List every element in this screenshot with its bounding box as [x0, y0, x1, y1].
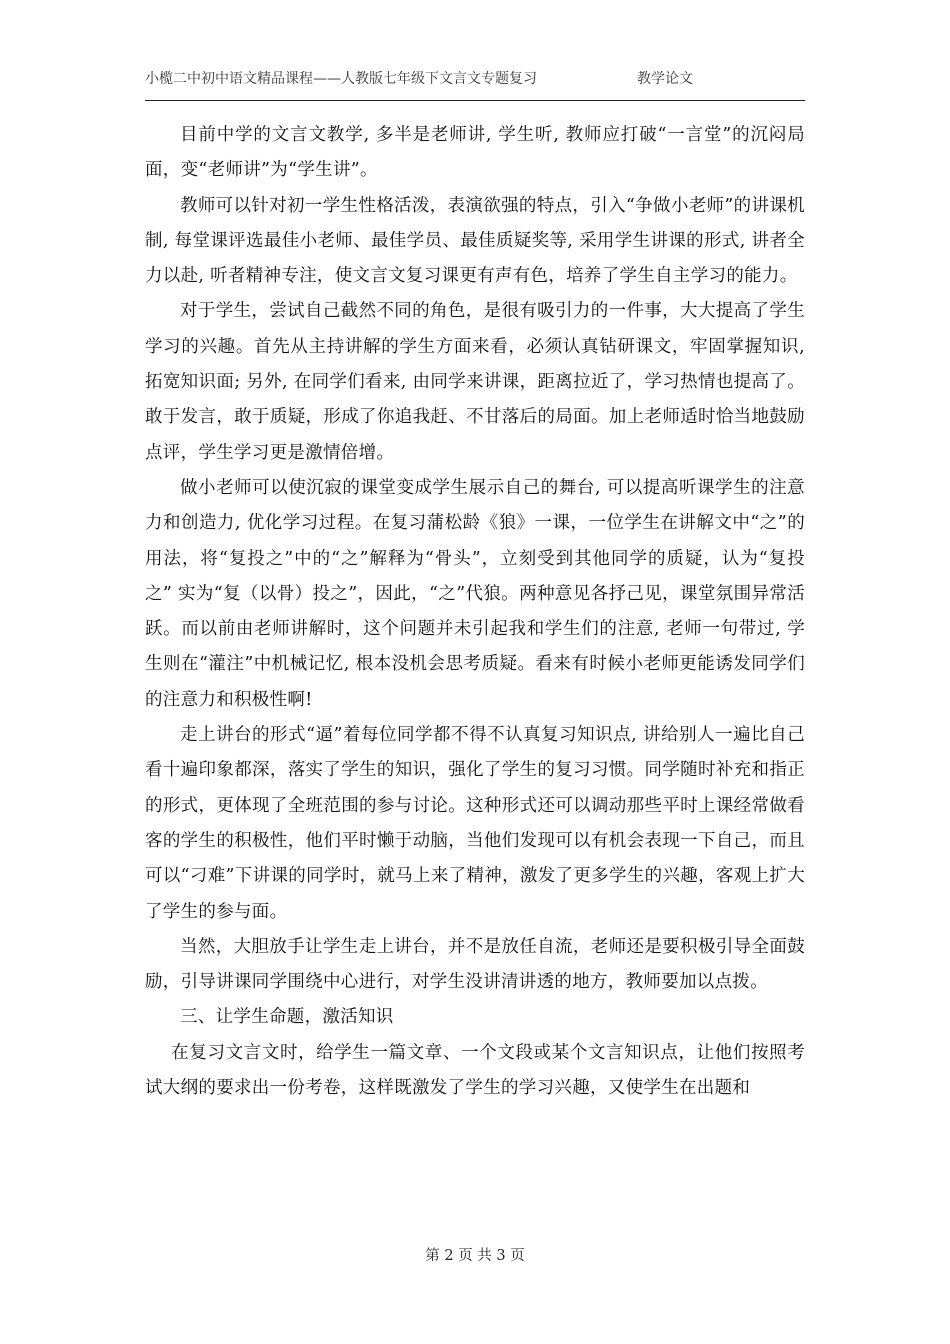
paragraph: 对于学生，尝试自己截然不同的角色，是很有吸引力的一件事，大大提高了学生学习的兴趣。首先从主持讲解的学生方面来看，必须认真钻研课文，牢固掌握知识, 拓宽知识面; 另外, 在同学们看来, 由同学来讲课，距离拉近了，学习热情也提高了。敢于发言，敢于质疑，形成了你追我赶、不甘落后的局面。加上老师适时恰当地鼓励点评，学生学习更是激情倍增。: [145, 301, 805, 463]
paragraph: 目前中学的文言文教学, 多半是老师讲, 学生听, 教师应打破“一言堂”的沉闷局面，变“老师讲”为“学生讲”。: [145, 125, 805, 181]
document-body: [145, 118, 805, 1106]
page-number: 第 2 页 共 3 页: [425, 1248, 525, 1264]
paragraph: 教师可以针对初一学生性格活泼，表演欲强的特点，引入“争做小老师”的讲课机制, 每堂课评选最佳小老师、最佳学员、最佳质疑奖等, 采用学生讲课的形式, 讲者全力以赴, 听者精神专注，使文言文复习课更有声有色，培养了学生自主学习的能力。: [145, 195, 805, 287]
paragraph: 在复习文言文时，给学生一篇文章、一个文段或某个文言知识点，让他们按照考试大纲的要求出一份考卷，这样既激发了学生的学习兴趣，又使学生在出题和: [145, 1042, 805, 1099]
paragraph: 做小老师可以使沉寂的课堂变成学生展示自己的舞台, 可以提高听课学生的注意力和创造力, 优化学习过程。在复习蒲松龄《狼》一课，一位学生在讲解文中“之”的用法，将“复投之”中的“之”解释为“骨头”，立刻受到其他同学的质疑，认为“复投之” 实为“复（以骨）投之”，因此，“之”代狼。两种意见各抒己见，课堂氛围异常活跃。而以前由老师讲解时，这个问题并未引起我和学生们的注意, 老师一句带过, 学生则在“灌注”中机械记忆, 根本没机会思考质疑。看来有时候小老师更能诱发同学们的注意力和积极性啊!: [145, 477, 805, 710]
header-course-title: 小榄二中初中语文精品课程——人教版七年级下文言文专题复习: [145, 71, 537, 87]
page-footer: [0, 1244, 950, 1265]
page-header: [145, 60, 805, 101]
section-heading: 三、让学生命题，激活知识: [180, 1007, 394, 1028]
paragraph: 当然，大胆放手让学生走上讲台，并不是放任自流，老师还是要积极引导全面鼓励，引导讲课同学围绕中心进行，对学生没讲清讲透的地方，教师要加以点拨。: [145, 936, 805, 993]
header-doc-type: 教学论文: [637, 71, 693, 87]
paragraph: 走上讲台的形式“逼”着每位同学都不得不认真复习知识点, 讲给别人一遍比自己看十遍印象都深，落实了学生的知识，强化了学生的复习习惯。同学随时补充和指正的形式，更体现了全班范围的参与讨论。这种形式还可以调动那些平时上课经常做看客的学生的积极性，他们平时懒于动脑，当他们发现可以有机会表现一下自己，而且可以“刁难”下讲课的同学时，就马上来了精神，激发了更多学生的兴趣，客观上扩大了学生的参与面。: [145, 725, 805, 922]
